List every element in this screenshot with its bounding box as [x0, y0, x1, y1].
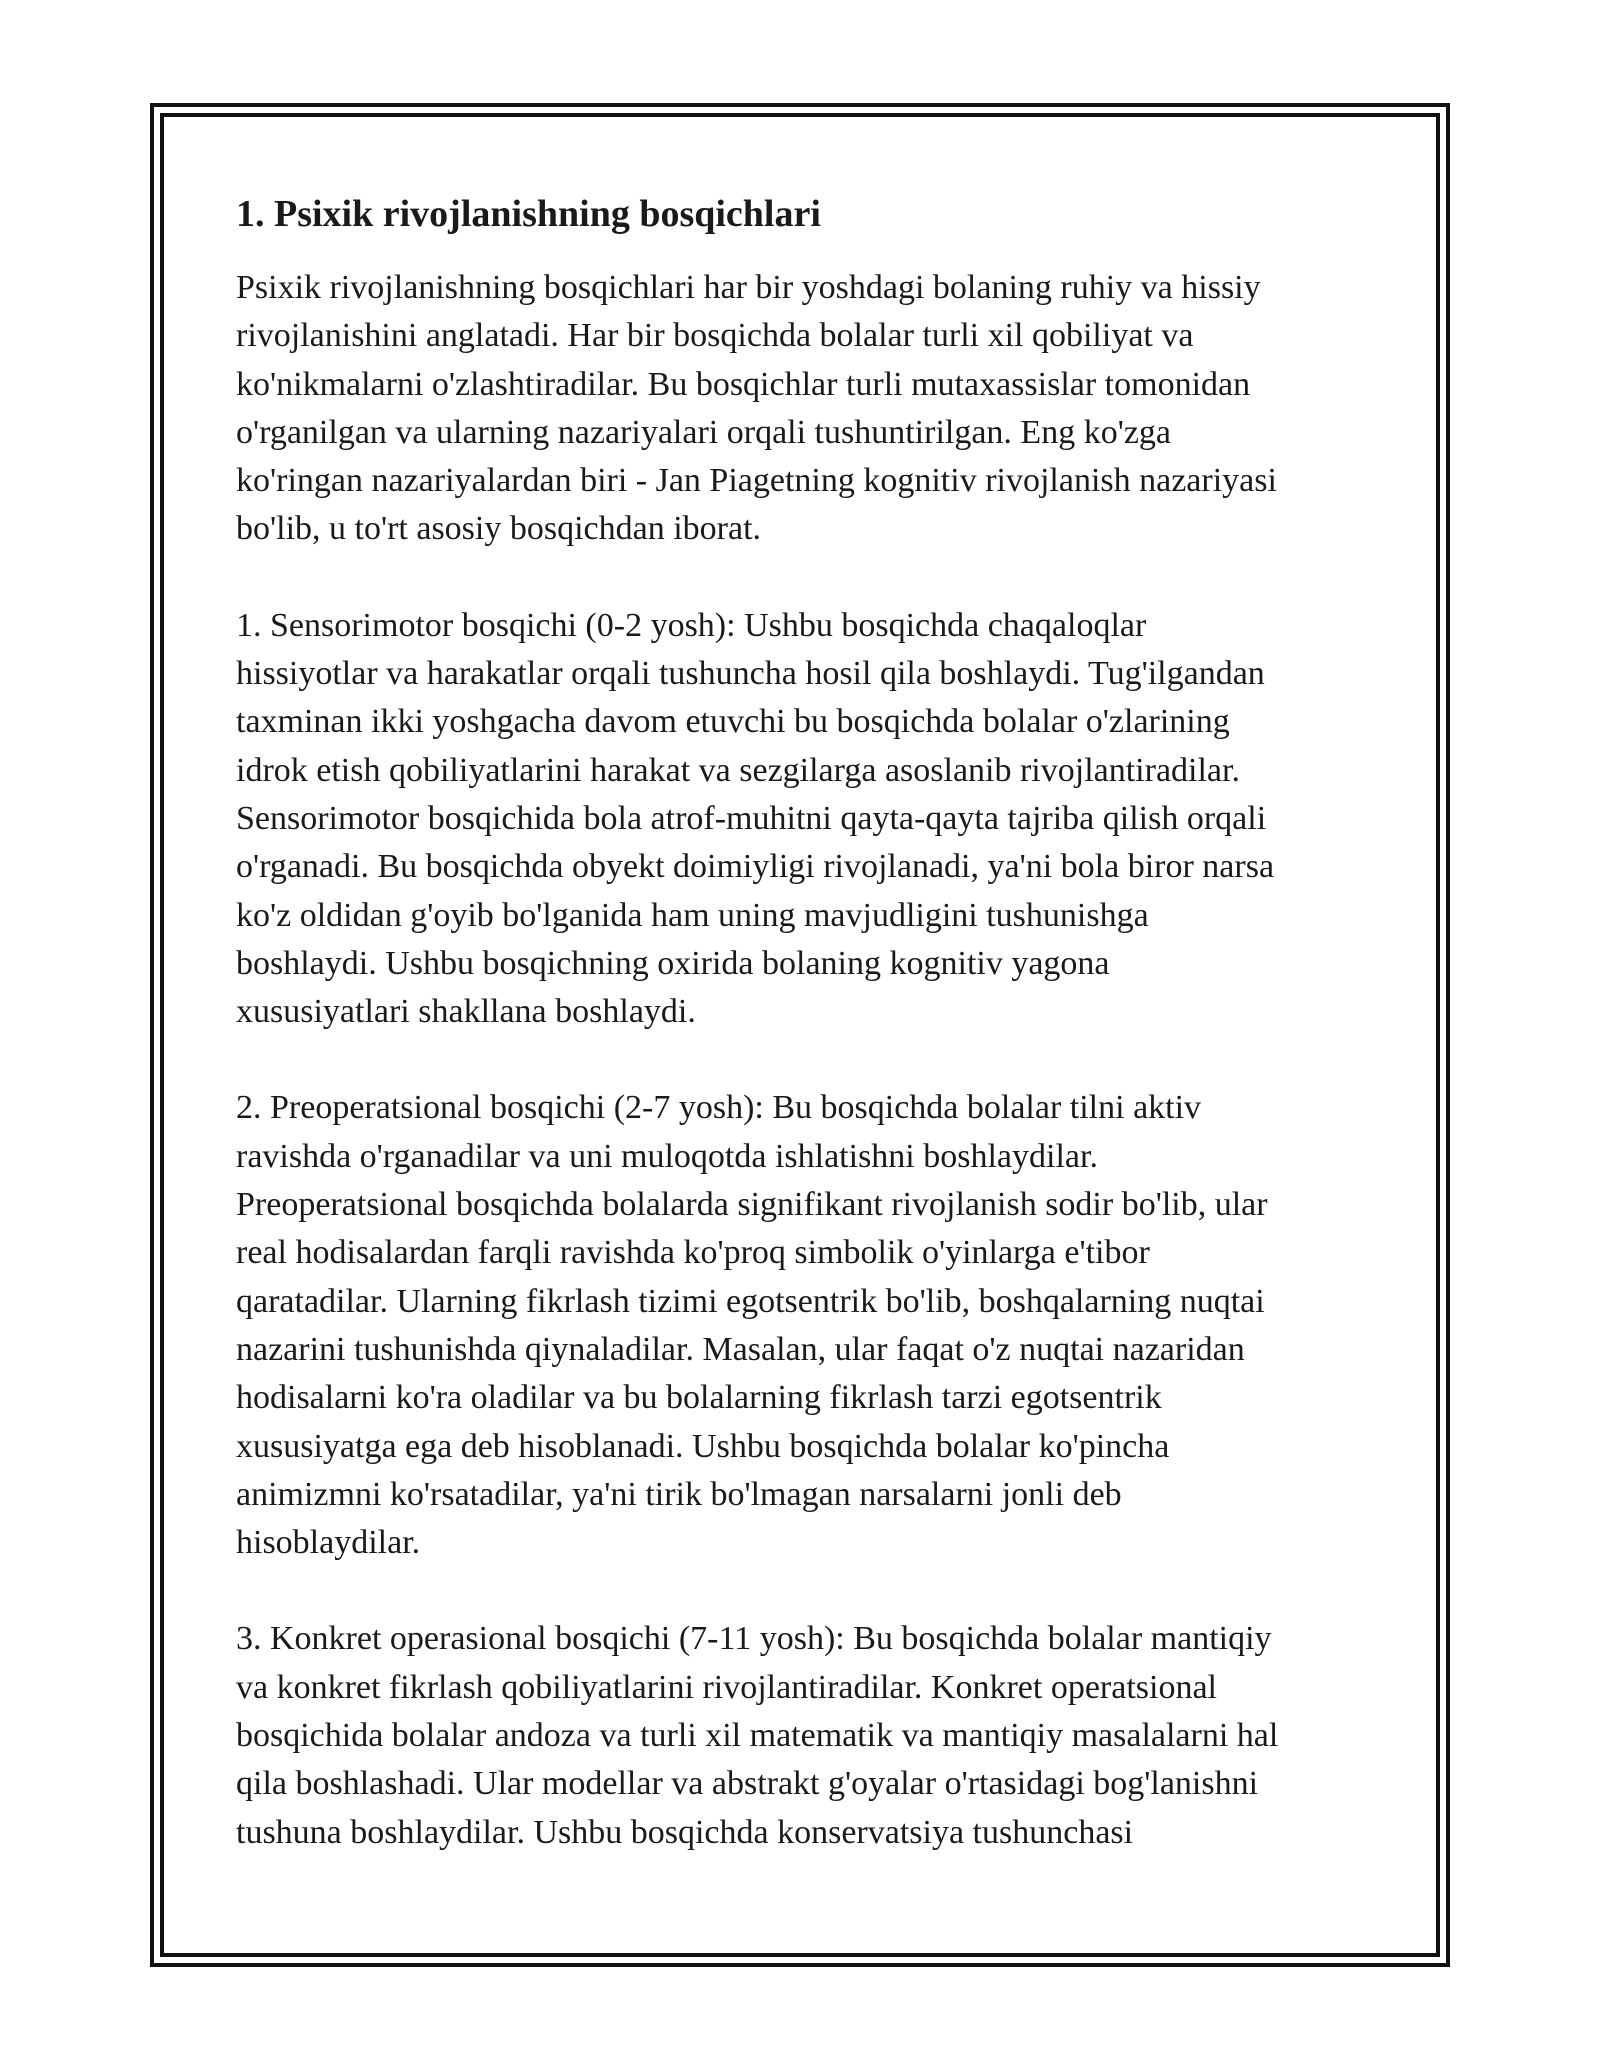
intro-paragraph: Psixik rivojlanishning bosqichlari har bir yoshdagi bolaning ruhiy va hissiy rivojlanishini anglatadi. Har bir bosqichda bolalar turli xil qobiliyat va ko'nikmalarni o'zlashtiradilar. Bu bosqichlar turli mutaxassislar tomonidan o'rganilgan va ularning nazariyalari orqali tushuntirilgan. Eng ko'zga ko'ringan nazariyalardan biri - Jan Piagetning kognitiv rivojlanish nazariyasi bo'lib, u to'rt asosiy bosqichdan iborat. [236, 269, 1277, 548]
document-body [236, 188, 1366, 1857]
concrete-operational-paragraph: 3. Konkret operasional bosqichi (7-11 yosh): Bu bosqichda bolalar mantiqiy va konkret fikrlash qobiliyatlarini rivojlantiradilar. Konkret operatsional bosqichida bolalar andoza va turli xil matematik va mantiqiy masalalarni hal qila boshlashadi. Ular modellar va abstrakt g'oyalar o'rtasidagi bog'lanishni tushuna boshlaydilar. Ushbu bosqichda konservatsiya tushunchasi [236, 1620, 1279, 1851]
sensorimotor-paragraph: 1. Sensorimotor bosqichi (0-2 yosh): Ushbu bosqichda chaqaloqlar hissiyotlar va harakatlar orqali tushuncha hosil qila boshlaydi. Tug'ilgandan taxminan ikki yoshgacha davom etuvchi bu bosqichda bolalar o'zlarining idrok etish qobiliyatlarini harakat va sezgilarga asoslanib rivojlantiradilar. Sensorimotor bosqichida bola atrof-muhitni qayta-qayta tajriba qilish orqali o'rganadi. Bu bosqichda obyekt doimiyligi rivojlanadi, ya'ni bola biror narsa ko'z oldidan g'oyib bo'lganida ham uning mavjudligini tushunishga boshlaydi. Ushbu bosqichning oxirida bolaning kognitiv yagona xususiyatlari shakllana boshlaydi. [236, 606, 1275, 1031]
section-heading: 1. Psixik rivojlanishning bosqichlari [236, 193, 821, 235]
preoperational-paragraph: 2. Preoperatsional bosqichi (2-7 yosh): Bu bosqichda bolalar tilni aktiv ravishda o'rganadilar va uni muloqotda ishlatishni boshlaydilar. Preoperatsional bosqichda bolalarda signifikant rivojlanish sodir bo'lib, ular real hodisalardan farqli ravishda ko'proq simbolik o'yinlarga e'tibor qaratadilar. Ularning fikrlash tizimi egotsentrik bo'lib, boshqalarning nuqtai nazarini tushunishda qiynaladilar. Masalan, ular faqat o'z nuqtai nazaridan hodisalarni ko'ra oladilar va bu bolalarning fikrlash tarzi egotsentrik xususiyatga ega deb hisoblanadi. Ushbu bosqichda bolalar ko'pincha animizmni ko'rsatadilar, ya'ni tirik bo'lmagan narsalarni jonli deb hisoblaydilar. [236, 1089, 1268, 1562]
